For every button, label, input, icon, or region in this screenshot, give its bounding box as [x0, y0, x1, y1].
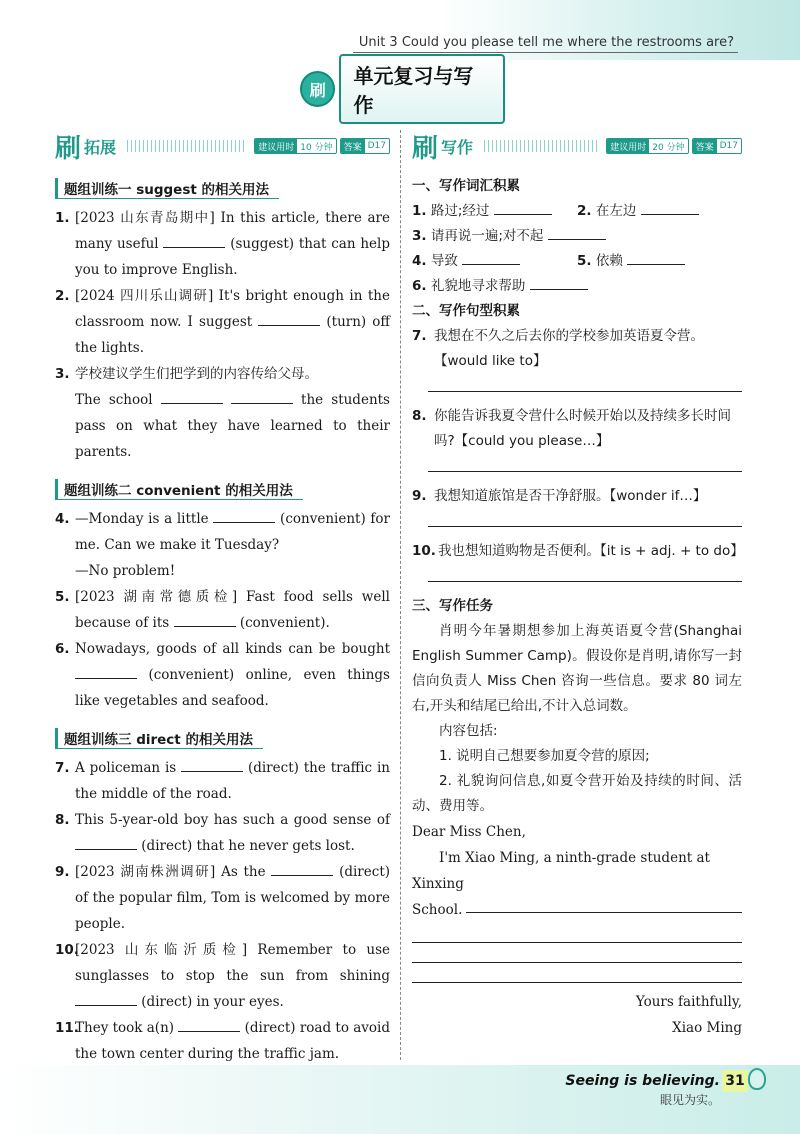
vocab-item: 4. 导致	[412, 249, 577, 274]
group-title: 题组训练二 convenient 的相关用法	[55, 479, 303, 500]
answer-blank[interactable]	[258, 312, 320, 326]
answer-blank[interactable]	[178, 1018, 240, 1032]
question: 6. Nowadays, goods of all kinds can be bought (convenient) online, even things like vegetables and seafood.	[55, 641, 390, 709]
letter-signature: Xiao Ming	[672, 1020, 742, 1036]
answer-blank[interactable]	[75, 992, 137, 1006]
sentence-question: 9. 我想知道旅馆是否干净舒服。【wonder if…】	[412, 488, 707, 504]
group-title: 题组训练一 suggest 的相关用法	[55, 178, 279, 199]
column-divider	[400, 130, 401, 1060]
task-description: 肖明今年暑期想参加上海英语夏令营(Shanghai English Summer Camp)。假设你是肖明,请你写一封信向负责人 Miss Chen 咨询一些信息。要求 80 词左右,开头和结尾已给出,不计入总词数。	[412, 623, 742, 714]
letter-closing: Yours faithfully,	[635, 994, 742, 1010]
answer-line[interactable]	[428, 378, 742, 392]
answer-blank[interactable]	[641, 201, 699, 215]
letter-greeting: Dear Miss Chen,	[412, 824, 526, 840]
part-title: 三、写作任务	[412, 598, 493, 614]
motto-english: Seeing is believing.	[565, 1073, 720, 1089]
unit-header: Unit 3 Could you please tell me where the restrooms are?	[353, 35, 738, 53]
time-tag: 建议用时 20 分钟	[606, 138, 688, 154]
vocab-item: 6. 礼貌地寻求帮助	[412, 274, 742, 299]
section-header-writing	[412, 128, 742, 164]
question: 7. A policeman is (direct) the traffic in the middle of the road.	[55, 760, 390, 802]
answer-line[interactable]	[412, 969, 742, 983]
section-header-extension	[55, 128, 390, 164]
question: 3. 学校建议学生们把学到的内容传给父母。 The school the students pass on what they have learned to their parents.	[55, 366, 390, 460]
section-name: 写作	[441, 137, 474, 157]
footer-motto	[565, 1073, 720, 1108]
vocab-item: 3. 请再说一遍;对不起	[412, 224, 742, 249]
answer-blank[interactable]	[75, 665, 137, 679]
sentence-question: 8. 你能告诉我夏令营什么时候开始以及持续多长时间吗?【could you please…】	[412, 408, 731, 449]
time-tag: 建议用时 10 分钟	[254, 138, 336, 154]
question: 4. —Monday is a little (convenient) for me. Can we make it Tuesday? —No problem!	[55, 511, 390, 579]
right-column	[412, 128, 742, 1041]
vocab-item: 1. 路过;经过	[412, 199, 577, 224]
content-label: 内容包括:	[439, 723, 498, 739]
answer-blank[interactable]	[271, 862, 333, 876]
question: 8. This 5-year-old boy has such a good sense of (direct) that he never gets lost.	[55, 812, 390, 854]
answer-blank[interactable]	[181, 758, 243, 772]
answer-line[interactable]	[428, 458, 742, 472]
answer-blank[interactable]	[231, 390, 293, 404]
question: 5. [2023 湖南常德质检] Fast food sells well because of its (convenient).	[55, 589, 390, 631]
answer-blank[interactable]	[213, 509, 275, 523]
answer-line[interactable]	[428, 513, 742, 527]
page-number: 31	[722, 1070, 748, 1092]
answer-blank[interactable]	[161, 390, 223, 404]
answer-line[interactable]	[428, 568, 742, 582]
sentence-question: 7. 我想在不久之后去你的学校参加英语夏令营。【would like to】	[412, 328, 704, 369]
answer-line[interactable]	[412, 929, 742, 943]
vocab-grid	[412, 199, 742, 224]
vocab-item: 2. 在左边	[577, 199, 742, 224]
content-point: 2. 礼貌询问信息,如夏令营开始及持续的时间、活动、费用等。	[412, 773, 742, 814]
answer-blank[interactable]	[163, 234, 225, 248]
answer-blank[interactable]	[462, 251, 520, 265]
answer-blank[interactable]	[530, 276, 588, 290]
question: 9. [2023 湖南株洲调研] As the (direct) of the popular film, Tom is welcomed by more people.	[55, 864, 391, 932]
answer-line[interactable]	[466, 897, 742, 913]
answer-line[interactable]	[412, 949, 742, 963]
answer-blank[interactable]	[548, 226, 606, 240]
vocab-grid	[412, 249, 742, 274]
letter-opening: I'm Xiao Ming, a ninth-grade student at Xinxing	[412, 850, 710, 892]
stripe-decoration	[127, 140, 246, 152]
sentence-question: 10. 我也想知道购物是否便利。【it is + adj. + to do】	[412, 543, 744, 559]
banner-title: 单元复习与写作	[339, 54, 505, 124]
question: 11. They took a(n) (direct) road to avoid the town center during the traffic jam.	[55, 1020, 391, 1062]
left-column	[55, 128, 390, 1067]
answer-tag: 答案 D17	[340, 138, 390, 154]
sailboat-logo-icon: 刷	[300, 71, 335, 107]
group-title: 题组训练三 direct 的相关用法	[55, 728, 263, 749]
unit-banner	[300, 64, 505, 117]
content-point: 1. 说明自己想要参加夏令营的原因;	[439, 748, 650, 764]
question: 10. [2023 山东临沂质检] Remember to use sunglasses to stop the sun from shining (direct) in your eyes.	[55, 942, 390, 1010]
letter-opening-cont: School.	[412, 902, 463, 918]
brush-icon: 刷	[55, 133, 82, 164]
vocab-item: 5. 依赖	[577, 249, 742, 274]
part-title: 一、写作词汇积累	[412, 178, 520, 194]
section-name: 拓展	[84, 137, 117, 157]
answer-tag: 答案 D17	[692, 138, 742, 154]
answer-blank[interactable]	[494, 201, 552, 215]
balloon-icon	[748, 1068, 766, 1090]
question: 2. [2024 四川乐山调研] It's bright enough in the classroom now. I suggest (turn) off the lights.	[55, 288, 390, 356]
part-title: 二、写作句型积累	[412, 303, 520, 319]
brush-icon: 刷	[412, 133, 439, 164]
answer-blank[interactable]	[627, 251, 685, 265]
answer-blank[interactable]	[174, 613, 236, 627]
question: 1. [2023 山东青岛期中] In this article, there are many useful (suggest) that can help you to improve English.	[55, 210, 390, 278]
stripe-decoration	[484, 140, 598, 152]
motto-chinese: 眼见为实。	[659, 1093, 720, 1107]
answer-blank[interactable]	[75, 836, 137, 850]
